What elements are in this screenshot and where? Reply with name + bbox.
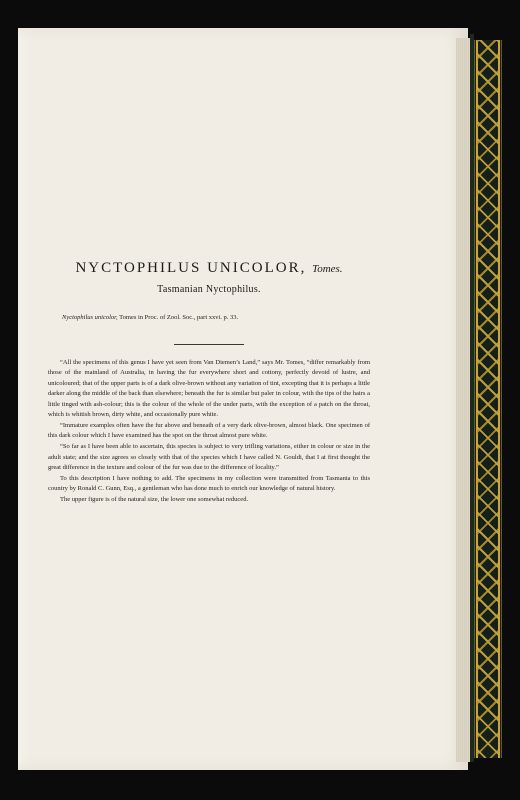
description-paragraph: To this description I have nothing to add. The specimens in my collection were transmitted from Tasmania to this country by Ronald C. Gunn, Esq., a gentleman who has done much to enrich our knowledge of natural history. bbox=[48, 474, 370, 493]
description-paragraph: “So far as I have been able to ascertain, this species is subject to very trifling variations, either in colour or size in the adult state; and the size agrees so closely with that of the species which I have called N. Gouldi, that I at first thought the great difference in the texture and colour of the fur was due to the difference of locality.” bbox=[48, 443, 370, 472]
species-author: Tomes. bbox=[312, 263, 343, 275]
spine-gilt-line-right bbox=[498, 40, 500, 758]
page-text-block bbox=[48, 260, 370, 506]
description-paragraph: The upper figure is of the natural size, the lower one somewhat reduced. bbox=[60, 496, 249, 504]
synonym-citation: Tomes in Proc. of Zool. Soc., part xxvi. p. 33. bbox=[119, 314, 239, 321]
synonym-reference bbox=[62, 314, 370, 321]
species-name: NYCTOPHILUS UNICOLOR, bbox=[75, 260, 307, 276]
species-title bbox=[48, 260, 370, 277]
page-edges bbox=[456, 38, 470, 762]
synonym-name: Nyctophilus unicolor, bbox=[62, 314, 118, 321]
gilt-spine-decoration bbox=[474, 40, 502, 758]
description-paragraph: “Immature examples often have the fur above and beneath of a very dark olive-brown, almost black. One specimen of this dark colour which I have examined has the spot on the throat almost pure white. bbox=[48, 421, 370, 440]
divider-rule bbox=[174, 344, 244, 345]
common-name: Tasmanian Nyctophilus. bbox=[157, 284, 261, 295]
description-paragraph: “All the specimens of this genus I have yet seen from Van Diemen’s Land,” says Mr. Tomes, “differ remarkably from those of the mainland of Australia, in having the fur everywhere short and cottony, perfectly devoid of lustre, and unicoloured; that of the upper parts is of a dark olive-brown without any variation of tint, excepting that it is perhaps a little darker along the middle of the back than elsewhere; beneath the fur is similar but paler in colour, with the tips of the hairs a little tinged with ash-colour; this is the colour of the whole of the under parts, with the exception of a patch on the throat, which is whitish brown, dirty white, and occasionally pure white. bbox=[48, 359, 370, 419]
description-body bbox=[48, 358, 370, 506]
spine-gilt-pattern bbox=[477, 40, 499, 758]
